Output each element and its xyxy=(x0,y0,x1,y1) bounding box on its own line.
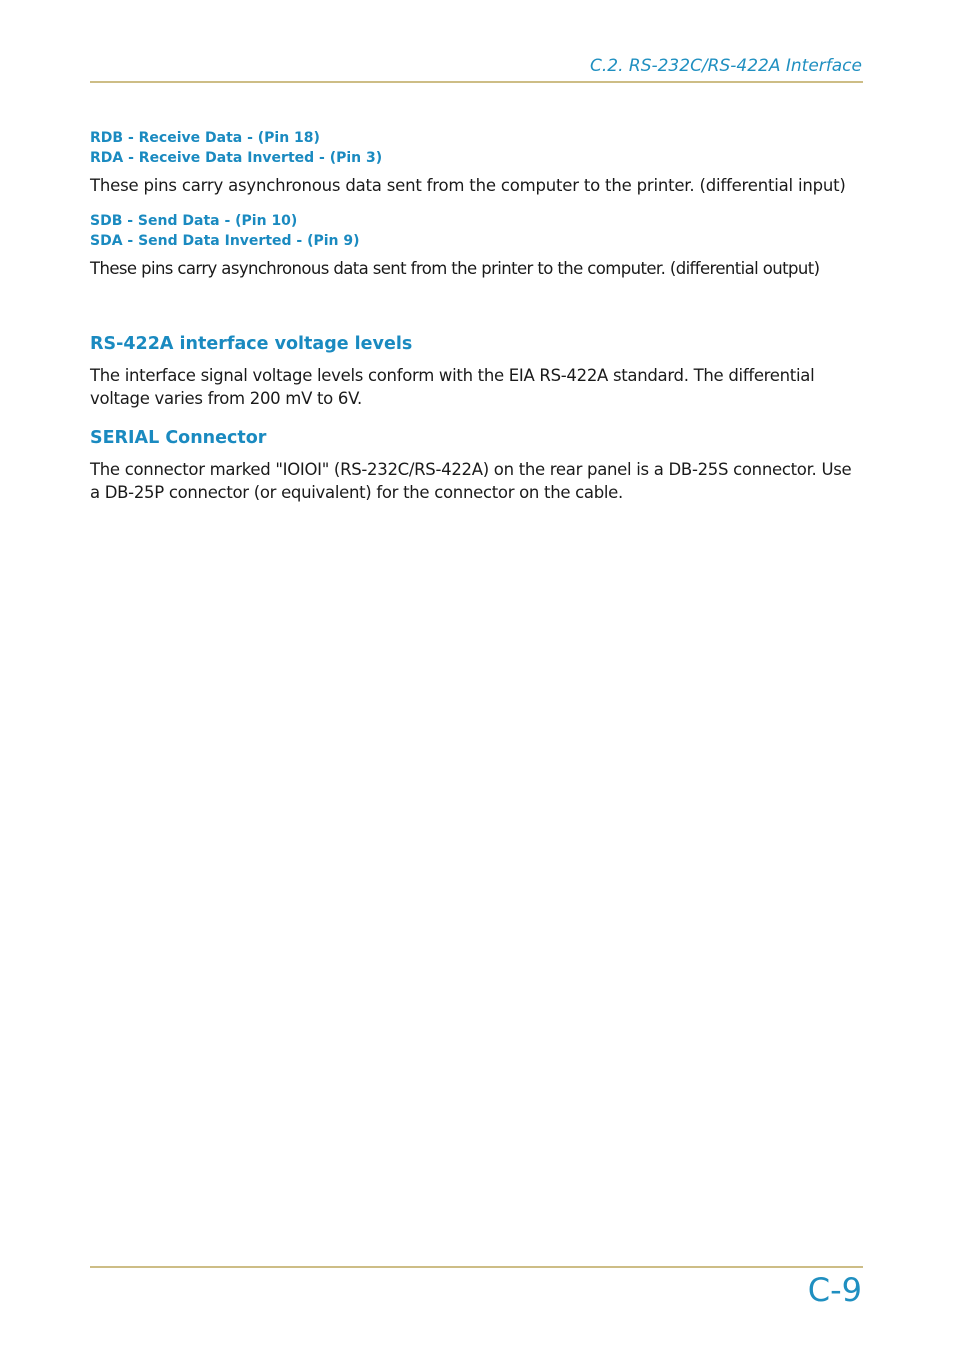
header-rule xyxy=(90,81,863,83)
receive-description: These pins carry asynchronous data sent from the computer to the printer. (differential input) xyxy=(90,176,846,195)
pin-heading-rdb: RDB - Receive Data - (Pin 18) xyxy=(90,130,320,146)
page-content xyxy=(90,128,863,504)
section-heading-voltage-levels: RS-422A interface voltage levels xyxy=(90,334,413,354)
section-body-serial-connector: The connector marked "IOIOI" (RS-232C/RS-422A) on the rear panel is a DB-25S connector. Use a DB-25P connector (or equivalent) for the connector on the cable. xyxy=(90,460,852,502)
signal-group-receive xyxy=(90,128,863,197)
section-heading-serial-connector: SERIAL Connector xyxy=(90,428,267,448)
footer-rule xyxy=(90,1266,863,1268)
page-number: C-9 xyxy=(807,1271,862,1309)
section-body-voltage-levels: The interface signal voltage levels conform with the EIA RS-422A standard. The differential voltage varies from 200 mV to 6V. xyxy=(90,366,815,408)
signal-group-send xyxy=(90,211,863,280)
send-description: These pins carry asynchronous data sent from the printer to the computer. (differential output) xyxy=(90,259,820,278)
pin-heading-rda: RDA - Receive Data Inverted - (Pin 3) xyxy=(90,150,383,166)
pin-heading-sda: SDA - Send Data Inverted - (Pin 9) xyxy=(90,233,360,249)
pin-heading-sdb: SDB - Send Data - (Pin 10) xyxy=(90,213,298,229)
running-header: C.2. RS-232C/RS-422A Interface xyxy=(589,56,862,76)
